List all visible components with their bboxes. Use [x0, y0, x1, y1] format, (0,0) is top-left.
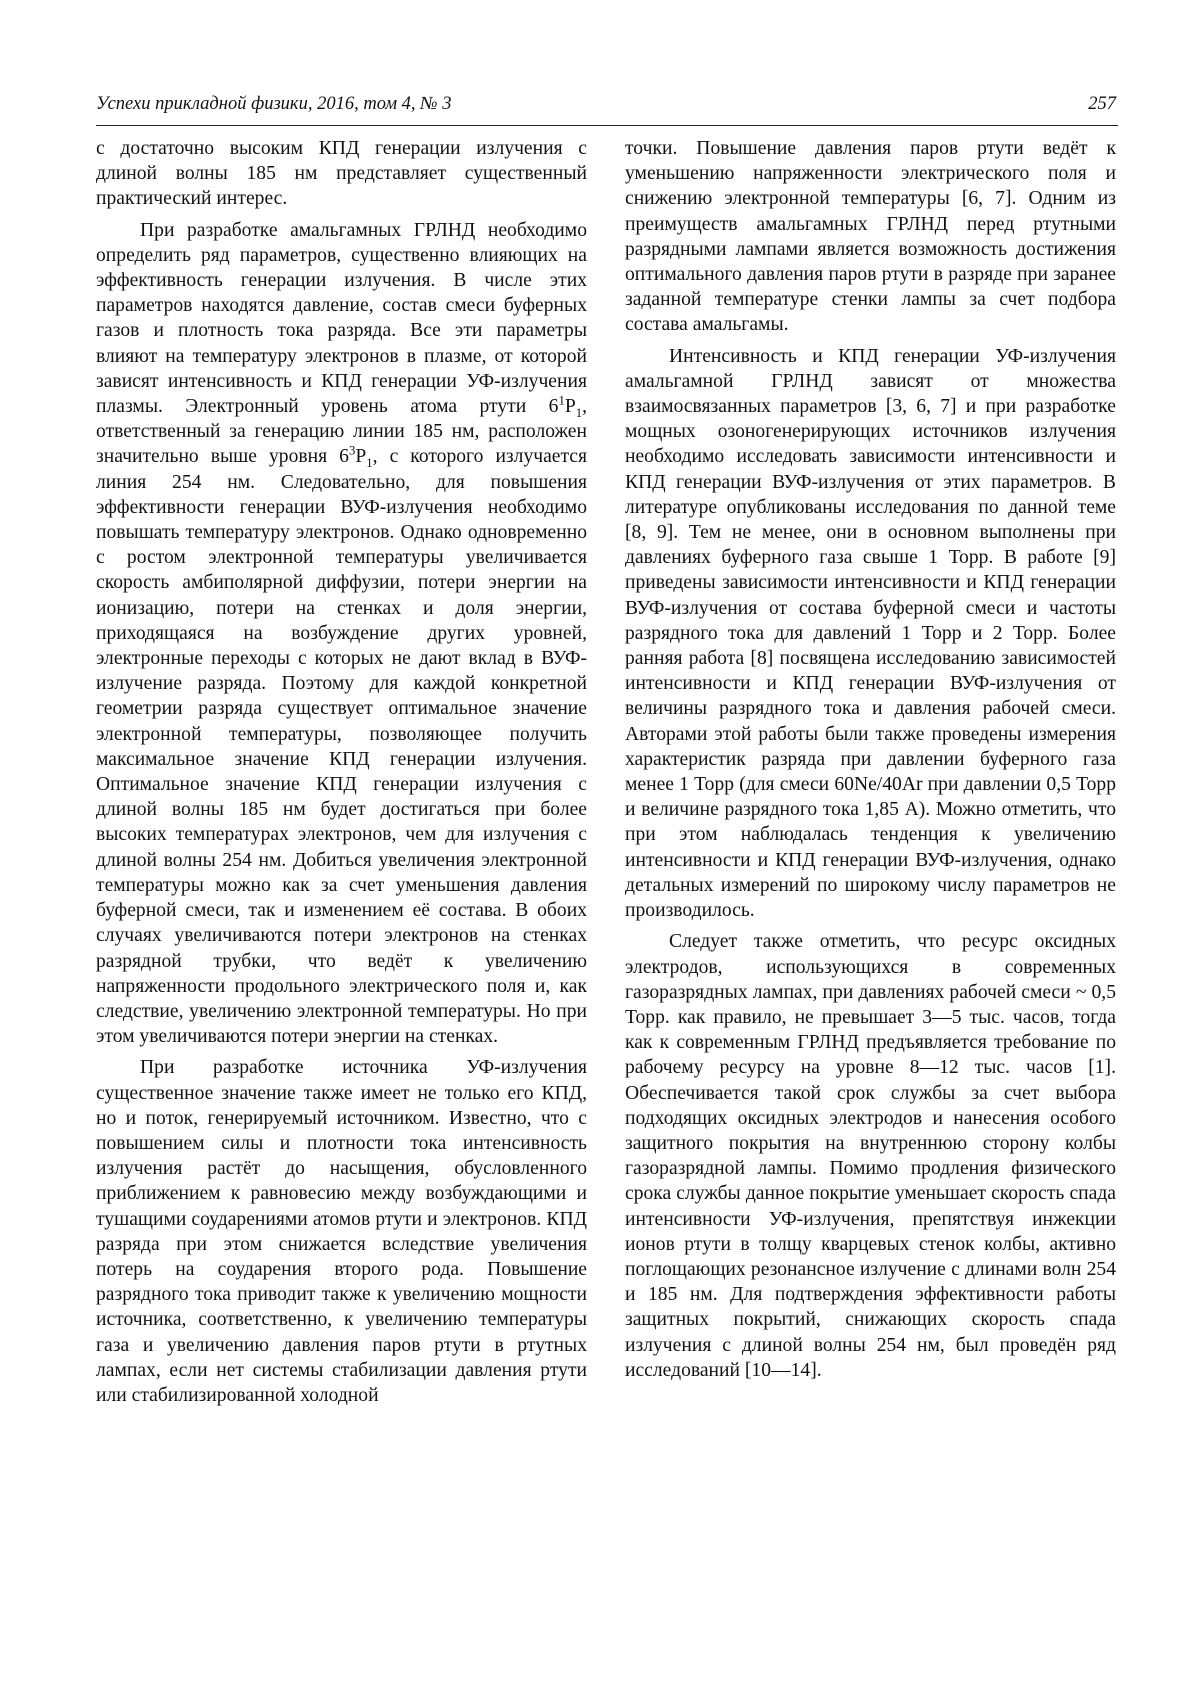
right-paragraph-3: Следует также отметить, что ресурс оксидных электродов, использующихся в современных газоразрядных лампах, при давлениях рабочей смеси ~ 0,5 Торр. как правило, не превышает 3—5 тыс. часов, тогда как к современным ГРЛНД предъявляется требование по рабочему ресурсу на уровне 8—12 тыс. часов [1]. Обеспечивается такой срок службы за счет выбора подходящих оксидных электродов и нанесения особого защитного покрытия на внутреннюю сторону колбы газоразрядной лампы. Помимо продления физического срока службы данное покрытие уменьшает скорость спада интенсивности УФ-излучения, препятствуя инжекции ионов ртути в толщу кварцевых стенок колбы, активно поглощающих резонансное излучение с длинами волн 254 и 185 нм. Для подтверждения эффективности работы защитных покрытий, снижающих скорость спада излучения с длиной волны 254 нм, был проведён ряд исследований [10—14]. [625, 931, 1116, 1381]
page-number: 257 [1088, 94, 1116, 114]
left-paragraph-1: с достаточно высоким КПД генерации излучения с длиной волны 185 нм представляет существенный практический интерес. [96, 138, 587, 210]
subscript-1: 1 [575, 405, 583, 420]
subscript-1b: 1 [366, 456, 373, 471]
left-paragraph-2-part-e: , с которого излучается линия 254 нм. Следовательно, для повышения эффективности генерации ВУФ-излучения необходимо повышать температуру электронов. Однако одновременно с ростом электронной температуры увеличивается скорость амбиполярной диффузии, потери энергии на ионизацию, потери на стенках и доля энергии, приходящаяся на возбуждение других уровней, электронные переходы с которых не дают вклад в ВУФ-излучение разряда. Поэтому для каждой конкретной геометрии разряда существует оптимальное значение электронной температуры, позволяющее получить максимальное значение КПД генерации излучения. Оптимальное значение КПД генерации излучения с длиной волны 185 нм будет достигаться при более высоких температурах электронов, чем для излучения с длиной волны 254 нм. Добиться увеличения электронной температуры можно как за счет уменьшения давления буферной смеси, так и изменением её состава. В обоих случаях увеличиваются потери электронов на стенках разрядной трубки, что ведёт к увеличению напряженности продольного электрического поля и, как следствие, увеличению электронной температуры. Но при этом увеличиваются потери энергии на стенках. [96, 446, 587, 1048]
journal-citation: Успехи прикладной физики, 2016, том 4, № 3 [96, 94, 452, 114]
left-paragraph-2-part-d: P [355, 446, 367, 468]
right-paragraph-2: Интенсивность и КПД генерации УФ-излучения амальгамной ГРЛНД зависят от множества взаимосвязанных параметров [3, 6, 7] и при разработке мощных озоногенерирующих источников излучения необходимо исследовать зависимости интенсивности и КПД генерации ВУФ-излучения от этих параметров. В литературе опубликованы исследования по данной теме [8, 9]. Тем не менее, они в основном выполнены при давлениях буферного газа свыше 1 Торр. В работе [9] приведены зависимости интенсивности и КПД генерации ВУФ-излучения от состава буферной смеси и частоты разрядного тока для давлений 1 Торр и 2 Торр. Более ранняя работа [8] посвящена исследованию зависимостей интенсивности и КПД генерации ВУФ-излучения от величины разрядного тока и давления рабочей смеси. Авторами этой работы были также проведены измерения характеристик разряда при давлении буферного газа менее 1 Торр (для смеси 60Ne/40Ar при давлении 0,5 Торр и величине разрядного тока 1,85 А). Можно отметить, что при этом наблюдалась тенденция к увеличению интенсивности и КПД генерации ВУФ-излучения, однако детальных измерений по широкому числу параметров не производилось. [625, 345, 1116, 922]
header-divider [96, 125, 1118, 126]
left-column [96, 136, 587, 1408]
superscript-3: 3 [348, 443, 356, 458]
left-paragraph-2-part-c: , ответственный за генерацию линии 185 нм, расположен значительно выше уровня 6 [96, 396, 587, 468]
right-paragraph-1: точки. Повышение давления паров ртути ведёт к уменьшению напряженности электрического поля и снижению электронной температуры [6, 7]. Одним из преимуществ амальгамных ГРЛНД перед ртутными разрядными лампами является возможность достижения оптимального давления паров ртути в разряде при заранее заданной температуре стенки лампы за счет подбора состава амальгамы. [625, 138, 1116, 336]
left-paragraph-2-part-a: При разработке амальгамных ГРЛНД необходимо определить ряд параметров, существенно влияющих на эффективность генерации излучения. В числе этих параметров находятся давление, состав смеси буферных газов и плотность тока разряда. Все эти параметры влияют на температуру электронов в плазме, от которой зависят интенсивность и КПД генерации УФ-излучения плазмы. Электронный уровень атома ртути 6 [96, 219, 587, 418]
running-header [96, 92, 1116, 116]
left-paragraph-3: При разработке источника УФ-излучения существенное значение также имеет не только его КПД, но и поток, генерируемый источником. Известно, что с повышением силы и плотности тока интенсивность излучения растёт до насыщения, обусловленного приближением к равновесию между возбуждающими и тушащими соударениями атомов ртути и электронов. КПД разряда при этом снижается вследствие увеличения потерь на соударения второго рода. Повышение разрядного тока приводит также к увеличению мощности источника, соответственно, к увеличению температуры газа и увеличению давления паров ртути в ртутных лампах, если нет системы стабилизации давления ртути или стабилизированной холодной [96, 1057, 587, 1406]
left-paragraph-2-part-b: P [564, 396, 576, 418]
right-column [625, 136, 1116, 1383]
left-paragraph-2 [96, 218, 587, 1050]
superscript-1: 1 [558, 393, 565, 408]
